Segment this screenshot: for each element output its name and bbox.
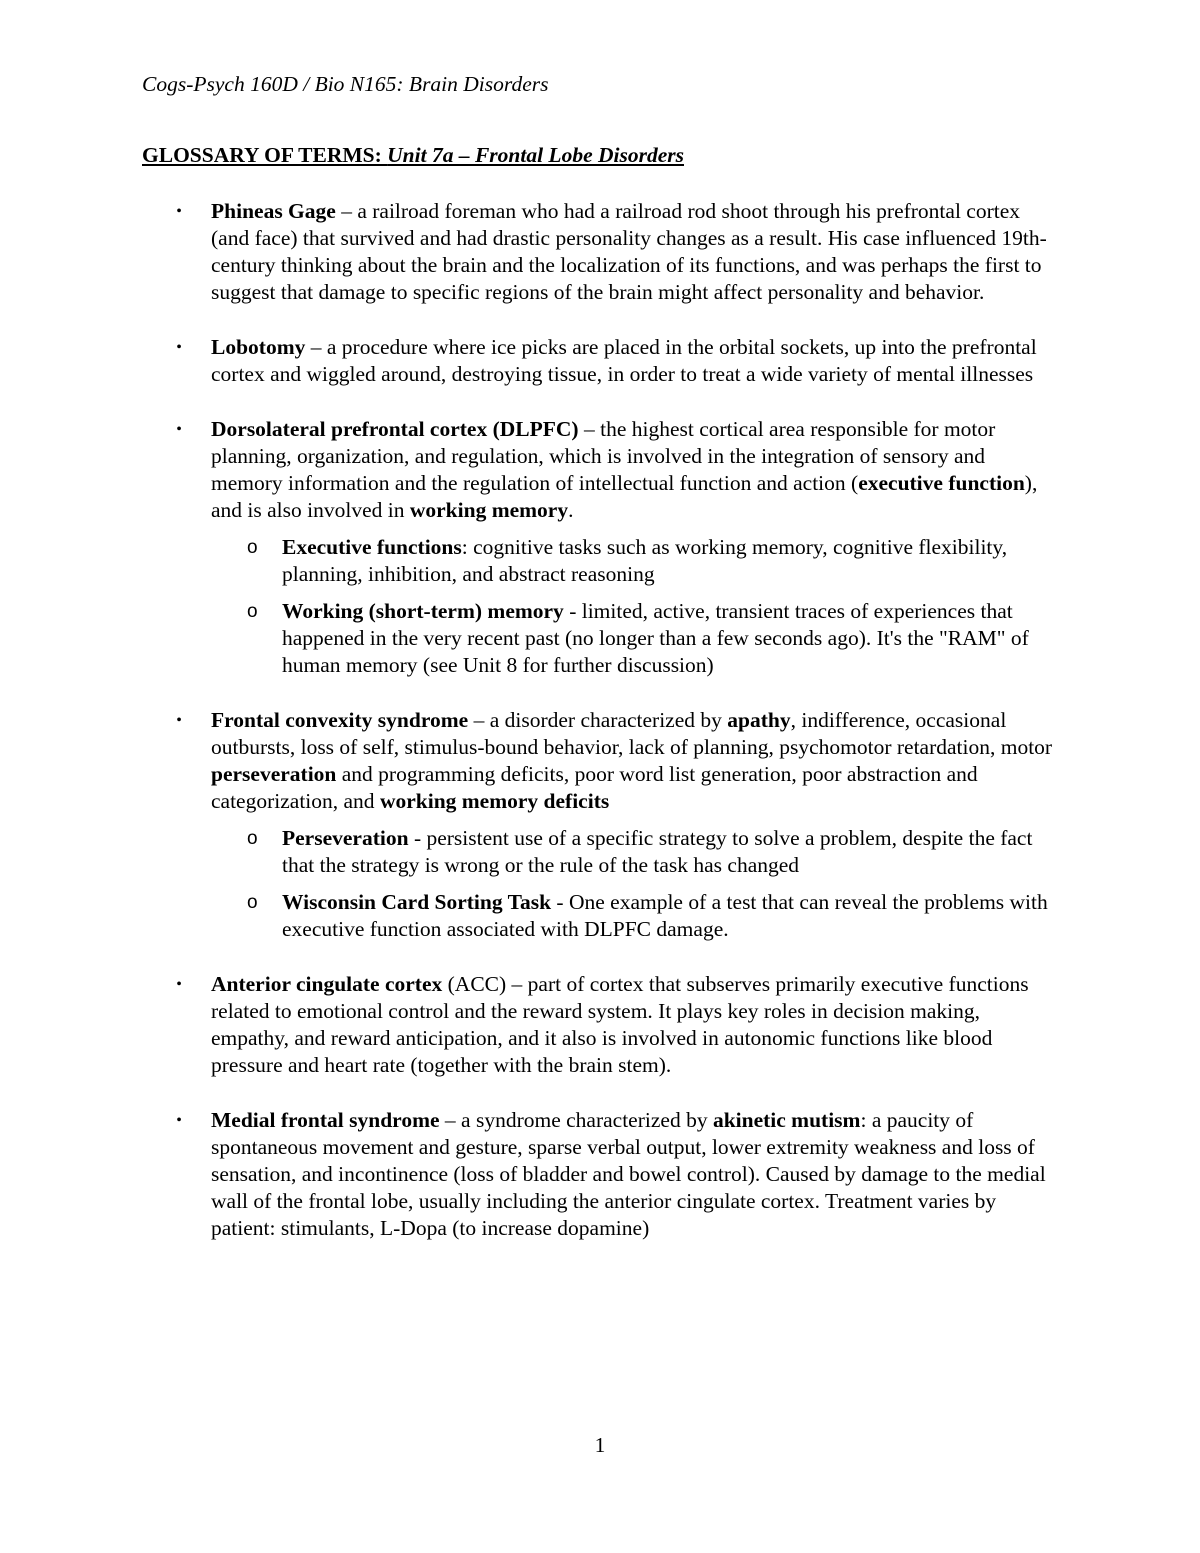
term-definition: – a disorder characterized by: [468, 708, 728, 732]
subterm-list: [211, 825, 1061, 943]
term-list: [0, 198, 1200, 1242]
term-definition: (ACC) – part of cortex that subserves primarily executive functions related to emotional control and the reward system. It plays key roles in decision making, empathy, and reward anticipation, and it also is involved in autonomic functions like blood pressure and heart rate (together with the brain stem).: [211, 972, 1029, 1077]
term-keyword: working memory deficits: [379, 789, 610, 813]
term-keyword: executive function: [858, 471, 1025, 495]
term-name: Dorsolateral prefrontal cortex (DLPFC): [211, 417, 579, 441]
term-definition: – a railroad foreman who had a railroad rod shoot through his prefrontal cortex (and face) that survived and had drastic personality changes as a result. His case influenced 19th-century thinking about the brain and the localization of its functions, and was perhaps the first to suggest that damage to specific regions of the brain might affect personality and behavior.: [211, 199, 1047, 304]
term-medial-frontal-syndrome: [0, 1107, 1061, 1242]
subterm-working-memory: [211, 598, 1062, 679]
term-lobotomy: [0, 334, 1061, 388]
title-unit: Unit 7a – Frontal Lobe Disorders: [387, 143, 684, 167]
term-dlpfc: [0, 416, 1061, 679]
subterm-definition: : cognitive tasks such as working memory, cognitive flexibility, planning, inhibition, and abstract reasoning: [282, 535, 1008, 586]
glossary-title: [142, 142, 684, 169]
bullet-icon: •: [176, 421, 182, 438]
subterm-executive-functions: [211, 534, 1062, 588]
subterm-list: [211, 534, 1061, 679]
term-keyword: perseveration: [211, 762, 337, 786]
bullet-icon: •: [176, 339, 182, 356]
term-name: Lobotomy: [211, 335, 306, 359]
term-frontal-convexity-syndrome: [0, 707, 1061, 943]
bullet-icon: •: [176, 203, 182, 220]
subterm-name: Executive functions: [282, 535, 462, 559]
term-keyword: working memory: [409, 498, 569, 522]
course-header: Cogs-Psych 160D / Bio N165: Brain Disorders: [142, 72, 549, 96]
glossary-body: [0, 198, 1200, 1270]
bullet-icon: •: [176, 712, 182, 729]
term-phineas-gage: [0, 198, 1061, 306]
term-name: Frontal convexity syndrome: [211, 708, 469, 732]
subterm-name: Wisconsin Card Sorting Task: [282, 890, 552, 914]
term-definition: – a procedure where ice picks are placed in the orbital sockets, up into the prefrontal cortex and wiggled around, destroying tissue, in order to treat a wide variety of mental illnesses: [211, 335, 1037, 386]
circle-bullet-icon: o: [247, 537, 258, 558]
circle-bullet-icon: o: [247, 601, 258, 622]
subterm-definition: - persistent use of a specific strategy to solve a problem, despite the fact that the strategy is wrong or the rule of the task has changed: [282, 826, 1033, 877]
subterm-wisconsin-card-sorting: [211, 889, 1062, 943]
bullet-icon: •: [176, 976, 182, 993]
subterm-name: Working (short-term) memory: [282, 599, 564, 623]
term-name: Anterior cingulate cortex: [211, 972, 443, 996]
term-definition: ), and is also involved in: [211, 471, 1038, 522]
term-definition: .: [568, 498, 574, 522]
term-definition: and programming deficits, poor word list generation, poor abstraction and categorization, and: [211, 762, 978, 813]
term-keyword: akinetic mutism: [712, 1108, 861, 1132]
circle-bullet-icon: o: [247, 828, 258, 849]
subterm-definition: - One example of a test that can reveal the problems with executive function associated with DLPFC damage.: [282, 890, 1048, 941]
term-definition: , indifference, occasional outbursts, loss of self, stimulus-bound behavior, lack of planning, psychomotor retardation, motor: [211, 708, 1053, 759]
term-name: Medial frontal syndrome: [211, 1108, 440, 1132]
subterm-perseveration: [211, 825, 1062, 879]
term-definition: – a syndrome characterized by: [439, 1108, 713, 1132]
term-anterior-cingulate-cortex: [0, 971, 1061, 1079]
term-name: Phineas Gage: [211, 199, 336, 223]
term-definition: – the highest cortical area responsible for motor planning, organization, and regulation, which is involved in the integration of sensory and memory information and the regulation of intellectual function and action (: [211, 417, 996, 495]
term-keyword: apathy: [727, 708, 791, 732]
subterm-definition: - limited, active, transient traces of experiences that happened in the very recent past (no longer than a few seconds ago). It's the "RAM" of human memory (see Unit 8 for further discussion): [282, 599, 1029, 677]
bullet-icon: •: [176, 1112, 182, 1129]
title-prefix: GLOSSARY OF TERMS:: [142, 143, 388, 167]
circle-bullet-icon: o: [247, 892, 258, 913]
term-definition: : a paucity of spontaneous movement and gesture, sparse verbal output, lower extremity weakness and loss of sensation, and incontinence (loss of bladder and bowel control). Caused by damage to the medial wall of the frontal lobe, usually including the anterior cingulate cortex. Treatment varies by patient: stimulants, L-Dopa (to increase dopamine): [211, 1108, 1046, 1240]
page-number: 1: [594, 1433, 606, 1457]
subterm-name: Perseveration: [282, 826, 409, 850]
